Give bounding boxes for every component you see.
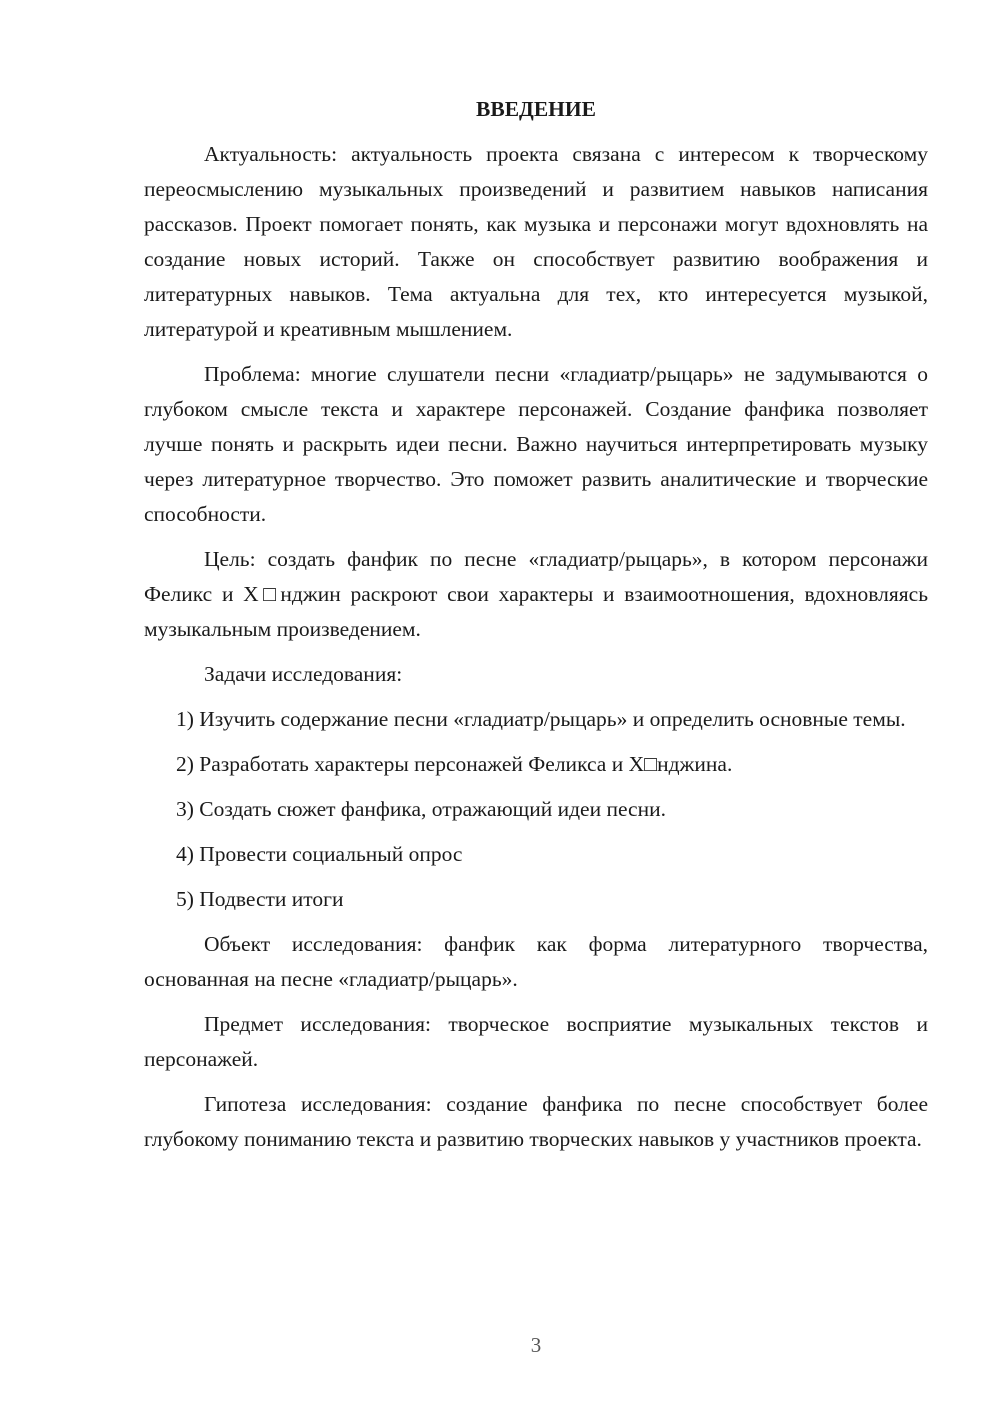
tasks-heading: Задачи исследования: [204,662,403,686]
goal-paragraph: Цель: создать фанфик по песне «гладиатр/рыцарь», в котором персонажи Феликс и Х□нджин раскроют свои характеры и взаимоотношения, вдохновляясь музыкальным произведением. [144,547,928,641]
hypothesis-paragraph: Гипотеза исследования: создание фанфика по песне способствует более глубокому пониманию текста и развитию творческих навыков у участников проекта. [144,1092,928,1151]
document-page [144,92,928,1167]
task-item-3: 3) Создать сюжет фанфика, отражающий идеи песни. [176,797,666,821]
subject-paragraph: Предмет исследования: творческое восприятие музыкальных текстов и персонажей. [144,1012,928,1071]
task-item-2: 2) Разработать характеры персонажей Феликса и Х□нджина. [176,752,733,776]
object-paragraph: Объект исследования: фанфик как форма литературного творчества, основанная на песне «гладиатр/рыцарь». [144,932,928,991]
relevance-paragraph: Актуальность: актуальность проекта связана с интересом к творческому переосмыслению музыкальных произведений и развитием навыков написания рассказов. Проект помогает понять, как музыка и персонажи могут вдохновлять на создание новых историй. Также он способствует развитию воображения и литературных навыков. Тема актуальна для тех, кто интересуется музыкой, литературой и креативным мышлением. [144,142,928,341]
problem-paragraph: Проблема: многие слушатели песни «гладиатр/рыцарь» не задумываются о глубоком смысле текста и характере персонажей. Создание фанфика позволяет лучше понять и раскрыть идеи песни. Важно научиться интерпретировать музыку через литературное творчество. Это поможет развить аналитические и творческие способности. [144,362,928,526]
tasks-list [144,702,928,917]
task-item-4: 4) Провести социальный опрос [176,842,463,866]
page-number: 3 [530,1333,542,1357]
task-item-5: 5) Подвести итоги [176,887,344,911]
task-item-1: 1) Изучить содержание песни «гладиатр/рыцарь» и определить основные темы. [176,707,906,731]
section-heading: ВВЕДЕНИЕ [476,97,596,121]
